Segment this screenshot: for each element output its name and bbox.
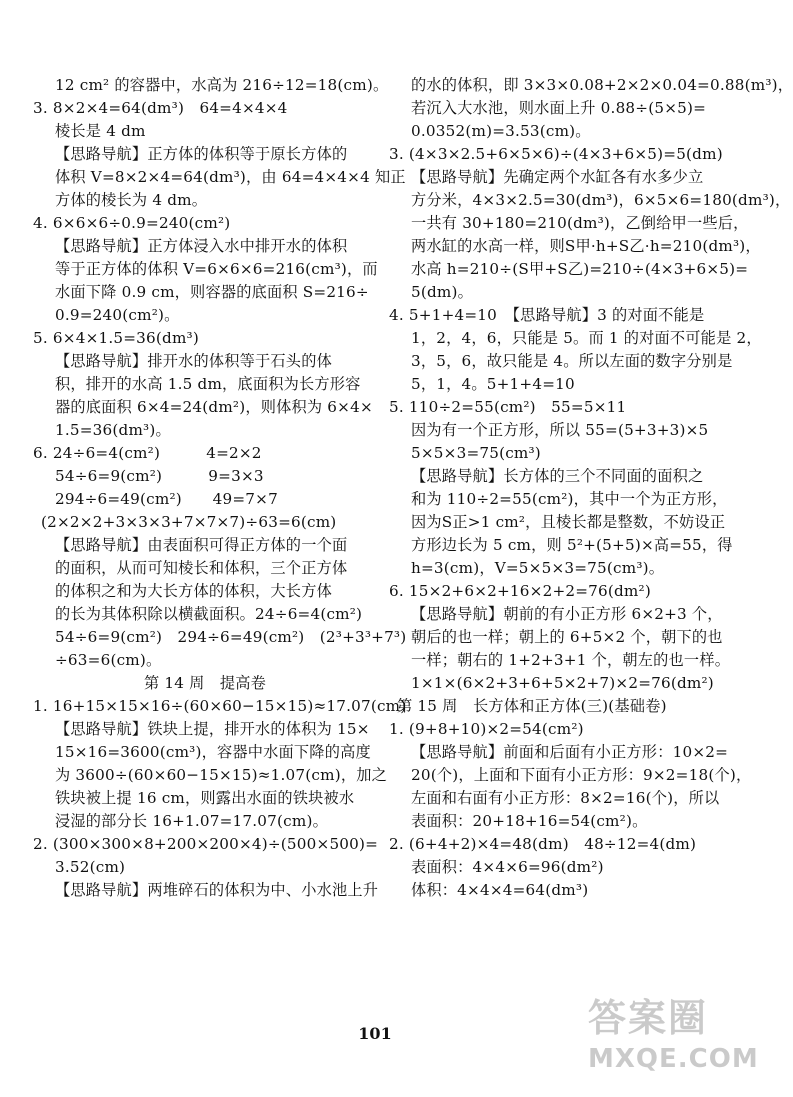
left-text-line: 3.52(cm): [55, 858, 126, 876]
right-text-line: 若沉入大水池，则水面上升 0.88÷(5×5)=: [411, 99, 707, 117]
left-text-line: 1. 16+15×15×16÷(60×60−15×15)≈17.07(cm): [33, 697, 407, 715]
left-text-line: 【思路导航】正方体的体积等于原长方体的: [55, 145, 348, 163]
left-text-line: ÷63=6(cm)。: [55, 651, 162, 669]
left-text-line: 【思路导航】铁块上提，排开水的体积为 15×: [55, 720, 370, 738]
right-text-line: 方形边长为 5 cm，则 5²+(5+5)×高=55，得: [411, 536, 733, 554]
right-text-line: 【思路导航】先确定两个水缸各有水多少立: [411, 168, 704, 186]
right-text-line: 【思路导航】朝前的有小正方形 6×2+3 个，: [411, 605, 723, 623]
right-text-line: 表面积：4×4×6=96(dm²): [411, 858, 604, 876]
left-text-line: 6. 24÷6=4(cm²) 4=2×2: [33, 444, 262, 462]
left-text-line: 的面积，从而可知棱长和体积，三个正方体: [55, 559, 348, 577]
right-text-line: 20(个)，上面和下面有小正方形：9×2=18(个)，: [411, 766, 752, 784]
right-text-line: 1，2，4，6，只能是 5。而 1 的对面不可能是 2，: [411, 329, 762, 347]
right-text-line: 【思路导航】长方体的三个不同面的面积之: [411, 467, 704, 485]
left-text-line: 【思路导航】正方体浸入水中排开水的体积: [55, 237, 348, 255]
left-text-line: 4. 6×6×6÷0.9=240(cm²): [33, 214, 231, 232]
right-text-line: h=3(cm)，V=5×5×3=75(cm³)。: [411, 559, 665, 577]
right-text-line: 5，1，4。5+1+4=10: [411, 375, 575, 393]
left-text-line: 294÷6=49(cm²) 49=7×7: [55, 490, 278, 508]
left-column: [33, 74, 407, 902]
left-text-line: 2. (300×300×8+200×200×4)÷(500×500)=: [33, 835, 379, 853]
left-text-line: 【思路导航】由表面积可得正方体的一个面: [55, 536, 348, 554]
right-text-line: 两水缸的水高一样，则S甲·h+S乙·h=210(dm³)，: [411, 237, 761, 255]
left-text-line: 第 14 周 提高卷: [143, 674, 267, 692]
right-text-line: 和为 110÷2=55(cm²)，其中一个为正方形，: [411, 490, 728, 508]
right-text-line: 5×5×3=75(cm³): [411, 444, 541, 462]
left-text-line: 1.5=36(dm³)。: [55, 421, 171, 439]
left-text-line: 15×16=3600(cm³)，容器中水面下降的高度: [55, 743, 371, 761]
left-text-line: 水面下降 0.9 cm，则容器的底面积 S=216÷: [55, 283, 369, 301]
right-text-line: 第 15 周 长方体和正方体(三)(基础卷): [397, 697, 667, 715]
right-text-line: 水高 h=210÷(S甲+S乙)=210÷(4×3+6×5)=: [411, 260, 749, 278]
left-text-line: 体积 V=8×2×4=64(dm³)，由 64=4×4×4 知正: [55, 168, 406, 186]
right-column: [389, 74, 793, 902]
left-text-line: 浸湿的部分长 16+1.07=17.07(cm)。: [55, 812, 328, 830]
right-text-line: 6. 15×2+6×2+16×2+2=76(dm²): [389, 582, 651, 600]
left-text-line: 方体的棱长为 4 dm。: [55, 191, 208, 209]
watermark-site-text: MXQE.COM: [588, 1044, 759, 1074]
left-text-line: 54÷6=9(cm²) 294÷6=49(cm²) (2³+3³+7³): [55, 628, 407, 646]
watermark-logo: [588, 995, 759, 1087]
right-text-line: 5(dm)。: [411, 283, 474, 301]
right-text-line: 朝后的也一样；朝上的 6+5×2 个，朝下的也: [411, 628, 723, 646]
right-text-line: 一样；朝右的 1+2+3+1 个，朝左的也一样。: [411, 651, 731, 669]
right-text-line: 因为有一个正方形，所以 55=(5+3+3)×5: [411, 421, 709, 439]
right-text-line: 【思路导航】前面和后面有小正方形：10×2=: [411, 743, 729, 761]
left-text-line: 【思路导航】两堆碎石的体积为中、小水池上升: [55, 881, 379, 899]
right-text-line: 2. (6+4+2)×4=48(dm) 48÷12=4(dm): [389, 835, 697, 853]
page-number: 101: [358, 1024, 392, 1043]
right-text-line: 的水的体积，即 3×3×0.08+2×2×0.04=0.88(m³)，: [411, 76, 793, 94]
left-text-line: 54÷6=9(cm²) 9=3×3: [55, 467, 264, 485]
right-text-line: 表面积：20+18+16=54(cm²)。: [411, 812, 648, 830]
left-text-line: 3. 8×2×4=64(dm³) 64=4×4×4: [33, 99, 288, 117]
left-text-line: 为 3600÷(60×60−15×15)≈1.07(cm)，加之: [55, 766, 387, 784]
left-text-line: 12 cm² 的容器中，水高为 216÷12=18(cm)。: [55, 76, 389, 94]
left-text-line: 0.9=240(cm²)。: [55, 306, 180, 324]
right-text-line: 体积：4×4×4=64(dm³): [411, 881, 589, 899]
right-text-line: 4. 5+1+4=10 【思路导航】3 的对面不能是: [389, 306, 705, 324]
left-text-line: 的体积之和为大长方体的体积，大长方体: [55, 582, 332, 600]
watermark-logo-text: 答案圈: [588, 996, 709, 1040]
left-text-line: 铁块被上提 16 cm，则露出水面的铁块被水: [55, 789, 355, 807]
right-text-line: 3，5，6，故只能是 4。所以左面的数字分别是: [411, 352, 733, 370]
left-text-line: 积，排开的水高 1.5 dm，底面积为长方形容: [55, 375, 361, 393]
left-text-line: 5. 6×4×1.5=36(dm³): [33, 329, 199, 347]
left-text-line: 棱长是 4 dm: [55, 122, 146, 140]
left-text-line: 【思路导航】排开水的体积等于石头的体: [55, 352, 332, 370]
right-text-line: 左面和右面有小正方形：8×2=16(个)，所以: [411, 789, 720, 807]
left-text-line: (2×2×2+3×3×3+7×7×7)÷63=6(cm): [41, 513, 337, 531]
left-text-line: 等于正方体的体积 V=6×6×6=216(cm³)，而: [55, 260, 378, 278]
left-text-line: 的长为其体积除以横截面积。24÷6=4(cm²): [55, 605, 363, 623]
right-text-line: 因为S正>1 cm²，且棱长都是整数，不妨设正: [411, 513, 726, 531]
right-text-line: 1. (9+8+10)×2=54(cm²): [389, 720, 584, 738]
left-text-line: 器的底面积 6×4=24(dm²)，则体积为 6×4×: [55, 398, 373, 416]
right-text-line: 1×1×(6×2+3+6+5×2+7)×2=76(dm²): [411, 674, 714, 692]
right-text-line: 5. 110÷2=55(cm²) 55=5×11: [389, 398, 627, 416]
right-text-line: 方分米，4×3×2.5=30(dm³)，6×5×6=180(dm³)，: [411, 191, 791, 209]
right-text-line: 0.0352(m)=3.53(cm)。: [411, 122, 591, 140]
right-text-line: 3. (4×3×2.5+6×5×6)÷(4×3+6×5)=5(dm): [389, 145, 723, 163]
right-text-line: 一共有 30+180=210(dm³)，乙倒给甲一些后，: [411, 214, 749, 232]
